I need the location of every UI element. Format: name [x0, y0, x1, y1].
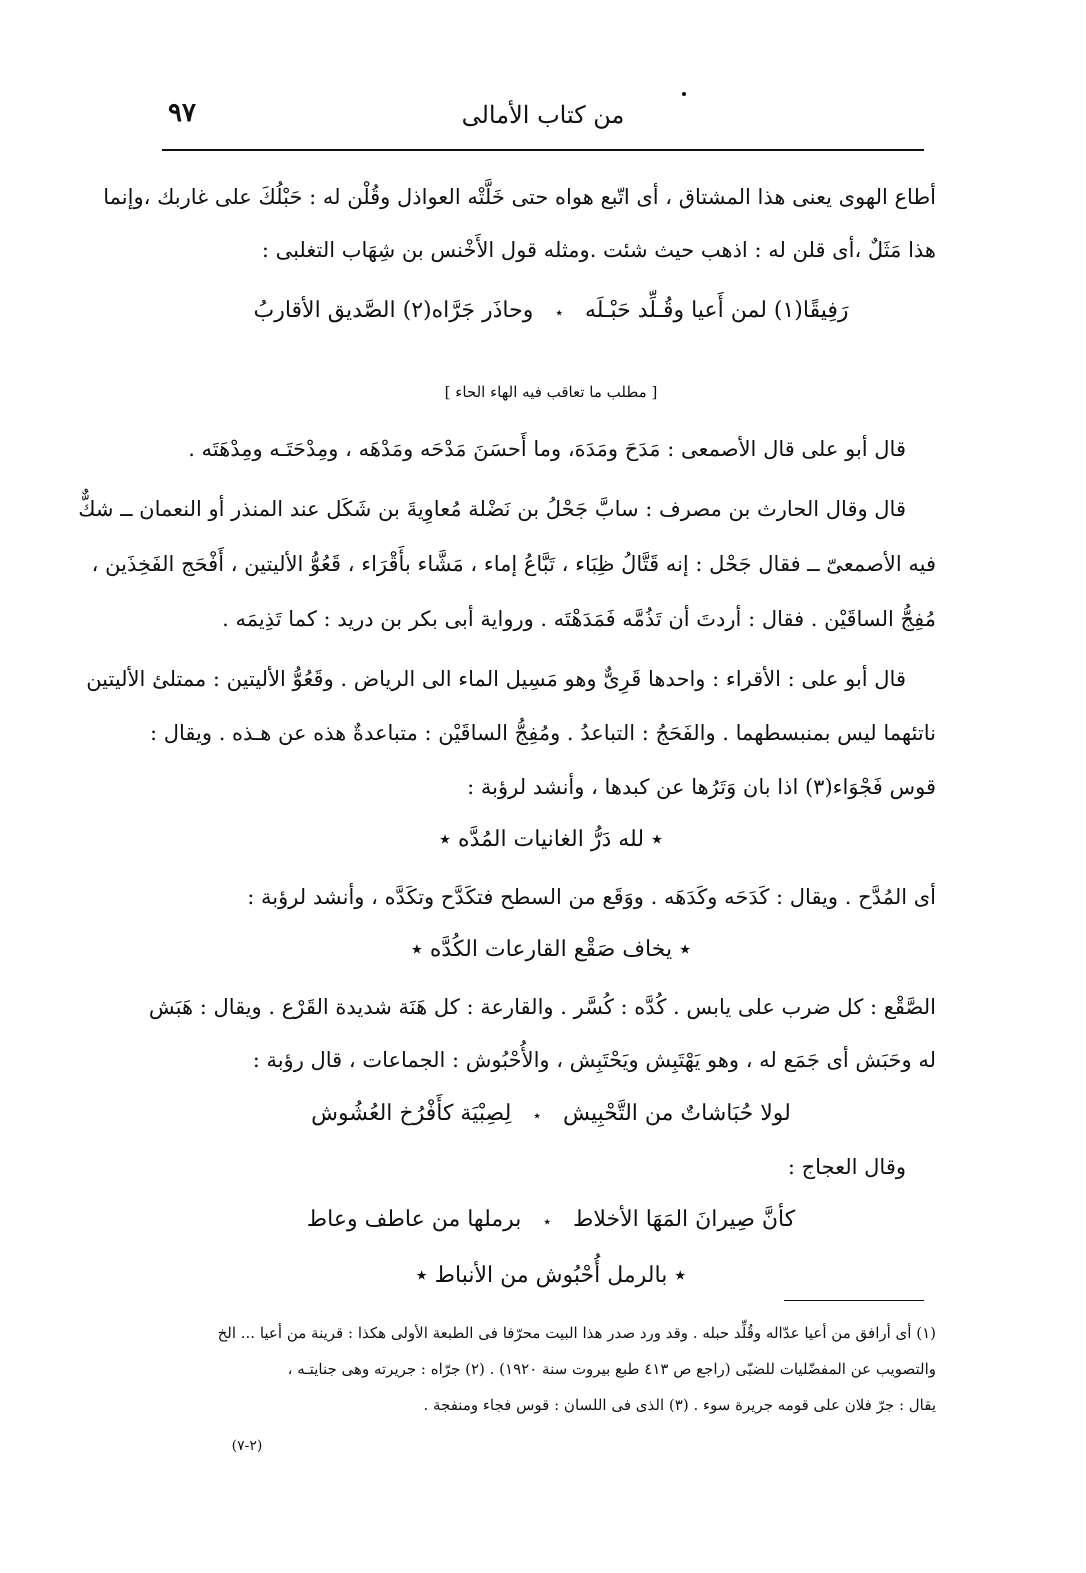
paragraph-line: مُفِجُّ الساقَيْن . فقال : أردتَ أن تَذُمَّه فَمَدَهْتَه . ورواية أبى بكر بن دريد : كما تَذِيمَه .: [222, 607, 936, 631]
verse-couplet: [166, 1096, 936, 1134]
verse-separator: ٭: [555, 305, 563, 321]
section-heading: [ مطلب ما تعاقب فيه الهاء الحاء ]: [444, 383, 658, 401]
verse-couplet: [166, 1202, 936, 1240]
paragraph-line: أى المُدَّح . ويقال : كَدَحَه وكَدَهَه . ووَقَع من السطح فتكَدَّح وتكَدَّه ، وأنشد لرؤبة :: [247, 885, 936, 909]
footnote-rule: [784, 1300, 924, 1301]
verse-second-hemistich: وحاذَر جَرَّاه(٢) الصَّديق الأقاربُ: [253, 298, 534, 323]
paragraph-line: قال وقال الحارث بن مصرف : سابَّ جَحْلُ بن نَضْلة مُعاوِيةَ بن شَكَل عند المنذر أو النعمان ــ شكٌّ: [78, 497, 906, 521]
paragraph-line: له وحَبَش أى جَمَع له ، وهو يَهْتَبِش ويَحْتَبِش ، والأُحْبُوش : الجماعات ، قال رؤبة :: [252, 1048, 936, 1072]
paragraph-line: ناتئهما ليس بمنبسطهما . والفَحَجُ : التباعدُ . ومُفِجُّ الساقَيْن : متباعدةٌ هذه عن هـذه . ويقال :: [150, 721, 936, 745]
verse-first-hemistich: كأنَّ صِيرانَ المَهَا الأخلاط: [573, 1207, 796, 1232]
paragraph-line: وقال العجاج :: [787, 1155, 906, 1179]
header-rule: [162, 149, 924, 151]
verse-first-hemistich: رَفِيقًا(١) لمن أَعيا وقُـلِّد حَبْـلَه: [584, 298, 849, 323]
verse-couplet: [166, 293, 936, 331]
verse-separator: ٭: [543, 1214, 552, 1230]
running-header-title: من كتاب الأمالى: [461, 101, 625, 129]
paragraph-line: قال أبو على : الأقراء : واحدها قَرِىٌّ وهو مَسِيل الماء الى الرياض . وقَعُوُّ الأليتين : ممتلئ الأليتين: [86, 667, 906, 691]
paragraph-line: قوس فَجْوَاء(٣) اذا بان وَتَرُها عن كبدها ، وأنشد لرؤبة :: [467, 775, 936, 799]
paragraph-line: الصَّقْع : كل ضرب على يابس . كُدَّه : كُسَّر . والقارعة : كل هَنَة شديدة القَرْع . ويقال : هَبَش: [148, 995, 936, 1019]
verse-second-hemistich: لِصِبْيَة كأَفْرُخ العُشُوش: [311, 1101, 512, 1126]
text-line: أطاع الهوى يعنى هذا المشتاق ، أى اتّبع هواه حتى خَلَّتْه العواذل وقُلْن له : حَبْلُكَ على غاربك ،وإنما: [103, 185, 936, 209]
verse-line: ٭ يخاف صَقْع القارعات الكُدَّه ٭: [410, 937, 692, 962]
verse-line: ٭ لله دَرُّ الغانيات المُدَّه ٭: [438, 827, 664, 852]
paragraph-line: قال أبو على قال الأصمعى : مَدَحَ ومَدَهَ، وما أَحسَنَ مَدْحَه ومَدْهَه ، ومِدْحَتَـه ومِدْهَتَه .: [188, 437, 906, 461]
verse-line: ٭ بالرمل أُحْبُوش من الأنباط ٭: [415, 1263, 687, 1288]
text-line: هذا مَثَلٌ ،أى قلن له : اذهب حيث شئت .ومثله قول الأَخْنس بن شِهَاب التغلبى :: [261, 238, 936, 262]
header-dot: [682, 92, 686, 96]
signature-mark: (٢-٧): [231, 1438, 263, 1454]
footnote-line: يقال : جرّ فلان على قومه جريرة سوء . (٣) الذى فى اللسان : قوس فجاء ومنفجة .: [423, 1396, 936, 1414]
page-number: ٩٧: [168, 98, 196, 128]
verse-first-hemistich: لولا حُبَاشاتٌ من التَّحْبِيش: [562, 1101, 791, 1126]
footnote-line: والتصويب عن المفضّليات للضبّى (راجع ص ٤١٣ طبع بيروت سنة ١٩٢٠) . (٢) جرّاه : جريرته وهى جنايتـه ،: [287, 1360, 936, 1378]
verse-separator: ٭: [533, 1108, 541, 1124]
paragraph-line: فيه الأصمعىّ ــ فقال جَحْل : إنه قَتَّالُ ظِبَاء ، تَبَّاعُ إماء ، مَشَّاء بأَقْرَاء ، قَعُوُّ الأليتين ، أَفْحَج الفَخِذَين ،: [91, 552, 936, 576]
footnote-line: (١) أى أرافق من أعيا عدّاله وقُلِّد حبله . وقد ورد صدر هذا البيت محرّفا فى الطبعة الأولى هكذا : قرينة من أعيا ... الخ: [217, 1324, 936, 1342]
verse-second-hemistich: برملها من عاطف وعاط: [306, 1207, 522, 1232]
